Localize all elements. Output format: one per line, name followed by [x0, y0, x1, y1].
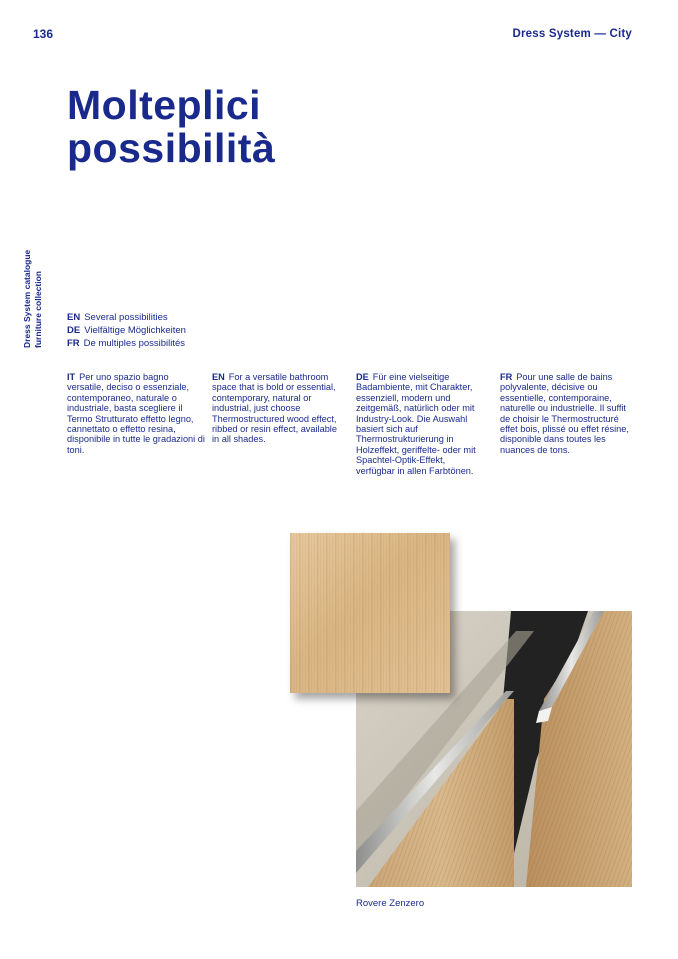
page-number: 136: [33, 27, 54, 41]
text-column-de: [356, 372, 486, 476]
subtitle-text: Several possibilities: [84, 312, 168, 323]
text-column-en: [212, 372, 340, 445]
column-text: Für eine vielseitige Badambiente, mit Charakter, essenziell, modern und zeitgemäß, natürlich oder mit Industry-Look. Die Auswahl basiert sich auf Thermostrukturierung in Holzeffekt, geriffelte- oder mit Spachtel-Optik-Effekt, verfügbar in allen Farbtönen.: [356, 372, 476, 476]
column-text: Per uno spazio bagno versatile, deciso o essenziale, contemporaneo, naturale o industriale, basta scegliere il Termo Strutturato effetto legno, cannettato o effetto resina, disponibile in tutte le gradazioni di toni.: [67, 372, 205, 455]
side-label-line-1: Dress System catalogue: [22, 249, 32, 348]
wood-swatch-photo: [290, 533, 450, 693]
side-label: [22, 250, 44, 348]
lang-code: EN: [67, 312, 81, 323]
column-text: For a versatile bathroom space that is bold or essential, contemporary, natural or industrial, just choose Thermostructured wood effect, ribbed or resin effect, available in all shades.: [212, 372, 337, 445]
lang-code: EN: [212, 372, 225, 382]
subtitle-en: [67, 311, 186, 324]
image-caption: Rovere Zenzero: [356, 898, 425, 909]
subtitle-de: [67, 324, 186, 337]
subtitle-text: De multiples possibilités: [83, 338, 186, 349]
title-line-2: possibilità: [67, 125, 276, 171]
section-header: Dress System — City: [512, 28, 632, 40]
page-title: [67, 84, 275, 170]
text-column-fr: [500, 372, 635, 455]
text-column-it: [67, 372, 207, 455]
side-label-line-2: furniture collection: [33, 271, 43, 348]
lang-code: FR: [500, 372, 513, 382]
lang-code: DE: [67, 325, 81, 336]
column-text: Pour une salle de bains polyvalente, décisive ou essentielle, contemporaine, naturelle ou industrielle. Il suffit de choisir le Thermostructuré effet bois, plissé ou effet résine, disponible dans toutes les nuances de tons.: [500, 372, 629, 455]
title-line-1: Molteplici: [67, 82, 262, 128]
subtitle-fr: [67, 337, 186, 350]
lang-code: IT: [67, 372, 76, 382]
lang-code: DE: [356, 372, 369, 382]
subtitle-text: Vielfältige Möglichkeiten: [84, 325, 186, 336]
lang-code: FR: [67, 338, 80, 349]
subtitle-list: [67, 311, 186, 350]
